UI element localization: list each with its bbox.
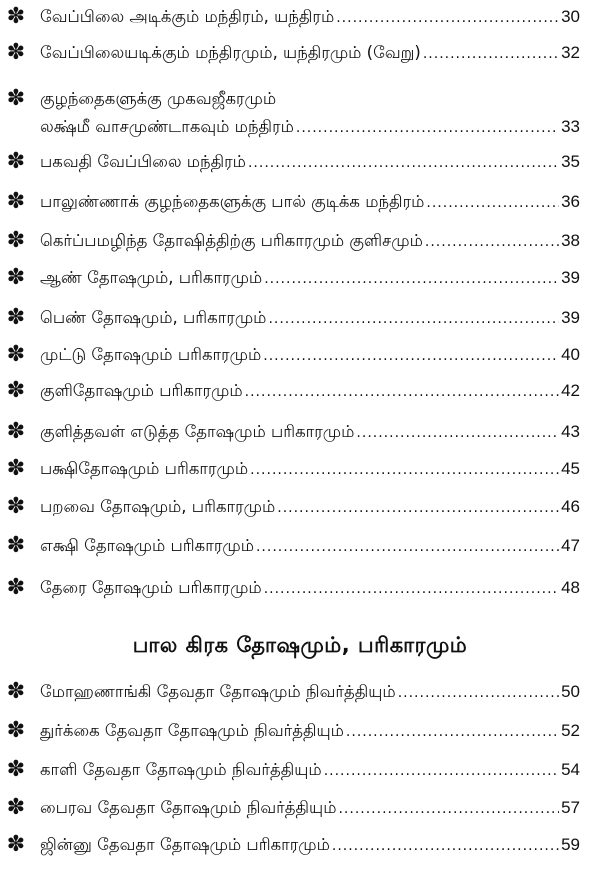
toc-line (40, 718, 580, 744)
toc-line (40, 679, 580, 705)
toc-entry-title: ஆண் தோஷமும், பரிகாரமும் (40, 268, 263, 287)
dot-leader (264, 576, 559, 602)
bullet-flower-icon: ✽ (6, 757, 26, 782)
toc-entry-page: 50 (561, 682, 580, 701)
toc-line (40, 832, 580, 858)
toc-line (40, 4, 580, 30)
dot-leader (332, 833, 559, 859)
toc-line (40, 305, 580, 331)
toc-entry-page: 45 (561, 459, 580, 478)
toc-entry-page: 33 (561, 117, 580, 136)
toc-line (40, 494, 580, 520)
toc-entry-title: மோஹணாங்கி தேவதா தோஷமும் நிவர்த்தியும் (40, 682, 396, 701)
toc-entry-title: பகவதி வேப்பிலை மந்திரம் (40, 152, 246, 171)
toc-line (40, 533, 580, 559)
toc-entry-title: பாலுண்ணாக் குழந்தைகளுக்கு பால் குடிக்க மந்திரம் (40, 192, 425, 211)
dot-leader (264, 266, 559, 292)
toc-entry-title-line1: குழந்தைகளுக்கு முகவஜீகரமும் (40, 89, 277, 108)
toc-entry-title: பறவை தோஷமும், பரிகாரமும் (40, 497, 276, 516)
toc-entry-title: குளித்தவள் எடுத்த தோஷமும் பரிகாரமும் (40, 422, 355, 441)
toc-entry-title: முட்டு தோஷமும் பரிகாரமும் (40, 345, 262, 364)
toc-entry-page: 40 (561, 345, 580, 364)
toc-entry-page: 39 (561, 268, 580, 287)
toc-entry-page: 57 (561, 798, 580, 817)
bullet-flower-icon: ✽ (6, 832, 26, 857)
dot-leader (346, 719, 559, 745)
toc-entry-page: 30 (561, 7, 580, 26)
toc-entry-title: எக்ஷி தோஷமும் பரிகாரமும் (40, 536, 254, 555)
toc-entry-page: 48 (561, 578, 580, 597)
toc-line (40, 114, 580, 140)
bullet-flower-icon: ✽ (6, 378, 26, 403)
dot-leader (338, 796, 559, 822)
dot-leader (268, 306, 559, 332)
toc-line (40, 757, 580, 783)
toc-entry-page: 35 (561, 152, 580, 171)
bullet-flower-icon: ✽ (6, 86, 26, 111)
toc-entry-title: தேரை தோஷமும் பரிகாரமும் (40, 578, 262, 597)
toc-entry-page: 42 (561, 381, 580, 400)
toc-entry-page: 52 (561, 721, 580, 740)
bullet-flower-icon: ✽ (6, 4, 26, 29)
toc-line (40, 342, 580, 368)
bullet-flower-icon: ✽ (6, 265, 26, 290)
bullet-flower-icon: ✽ (6, 342, 26, 367)
toc-entry-title: ஜின்னு தேவதா தோஷமும் பரிகாரமும் (40, 835, 330, 854)
toc-entry-page: 54 (561, 760, 580, 779)
toc-line (40, 149, 580, 175)
toc-entry-title: லக்ஷ்மீ வாசமுண்டாகவும் மந்திரம் (40, 117, 294, 136)
toc-entry-page: 32 (561, 43, 580, 62)
toc-entry-title: குளிதோஷமும் பரிகாரமும் (40, 381, 243, 400)
dot-leader (324, 758, 559, 784)
dot-leader (248, 150, 559, 176)
toc-entry-title: துர்க்கை தேவதா தோஷமும் நிவர்த்தியும் (40, 721, 344, 740)
toc-line (40, 419, 580, 445)
toc-entry-title: பைரவ தேவதா தோஷமும் நிவர்த்தியும் (40, 798, 337, 817)
toc-entry-page: 39 (561, 308, 580, 327)
bullet-flower-icon: ✽ (6, 795, 26, 820)
bullet-flower-icon: ✽ (6, 533, 26, 558)
toc-entry-title: வேப்பிலை அடிக்கும் மந்திரம், யந்திரம் (40, 7, 335, 26)
toc-line (40, 40, 580, 66)
toc-line (40, 189, 580, 215)
dot-leader (425, 229, 559, 255)
bullet-flower-icon: ✽ (6, 456, 26, 481)
toc-line (40, 228, 580, 254)
dot-leader (245, 379, 559, 405)
toc-entry-page: 46 (561, 497, 580, 516)
toc-line (40, 456, 580, 482)
toc-line (40, 795, 580, 821)
dot-leader (277, 495, 559, 521)
toc-entry-title: வேப்பிலையடிக்கும் மந்திரமும், யந்திரமும் (வேறு) (40, 43, 421, 62)
bullet-flower-icon: ✽ (6, 679, 26, 704)
dot-leader (296, 115, 559, 141)
bullet-flower-icon: ✽ (6, 228, 26, 253)
bullet-flower-icon: ✽ (6, 419, 26, 444)
toc-entry-title: பெண் தோஷமும், பரிகாரமும் (40, 308, 267, 327)
bullet-flower-icon: ✽ (6, 149, 26, 174)
dot-leader (426, 190, 559, 216)
bullet-flower-icon: ✽ (6, 40, 26, 65)
dot-leader (256, 534, 559, 560)
bullet-flower-icon: ✽ (6, 575, 26, 600)
dot-leader (336, 5, 559, 31)
bullet-flower-icon: ✽ (6, 305, 26, 330)
dot-leader (423, 41, 559, 67)
toc-entry-page: 59 (561, 835, 580, 854)
toc-line (40, 378, 580, 404)
bullet-flower-icon: ✽ (6, 189, 26, 214)
dot-leader (250, 457, 559, 483)
toc-line (40, 575, 580, 601)
bullet-flower-icon: ✽ (6, 718, 26, 743)
section-heading: பால கிரக தோஷமும், பரிகாரமும் (132, 633, 468, 657)
toc-entry-page: 47 (561, 536, 580, 555)
dot-leader (356, 420, 559, 446)
toc-entry-title: காளி தேவதா தோஷமும் நிவர்த்தியும் (40, 760, 322, 779)
toc-entry-page: 43 (561, 422, 580, 441)
dot-leader (263, 343, 559, 369)
dot-leader (398, 680, 559, 706)
toc-entry-page: 38 (561, 231, 580, 250)
toc-entry-page: 36 (561, 192, 580, 211)
bullet-flower-icon: ✽ (6, 494, 26, 519)
toc-line (40, 265, 580, 291)
toc-entry-title: கெர்ப்பமழிந்த தோஷித்திற்கு பரிகாரமும் குளிசமும் (40, 231, 423, 250)
toc-entry-title: பக்ஷிதோஷமும் பரிகாரமும் (40, 459, 249, 478)
